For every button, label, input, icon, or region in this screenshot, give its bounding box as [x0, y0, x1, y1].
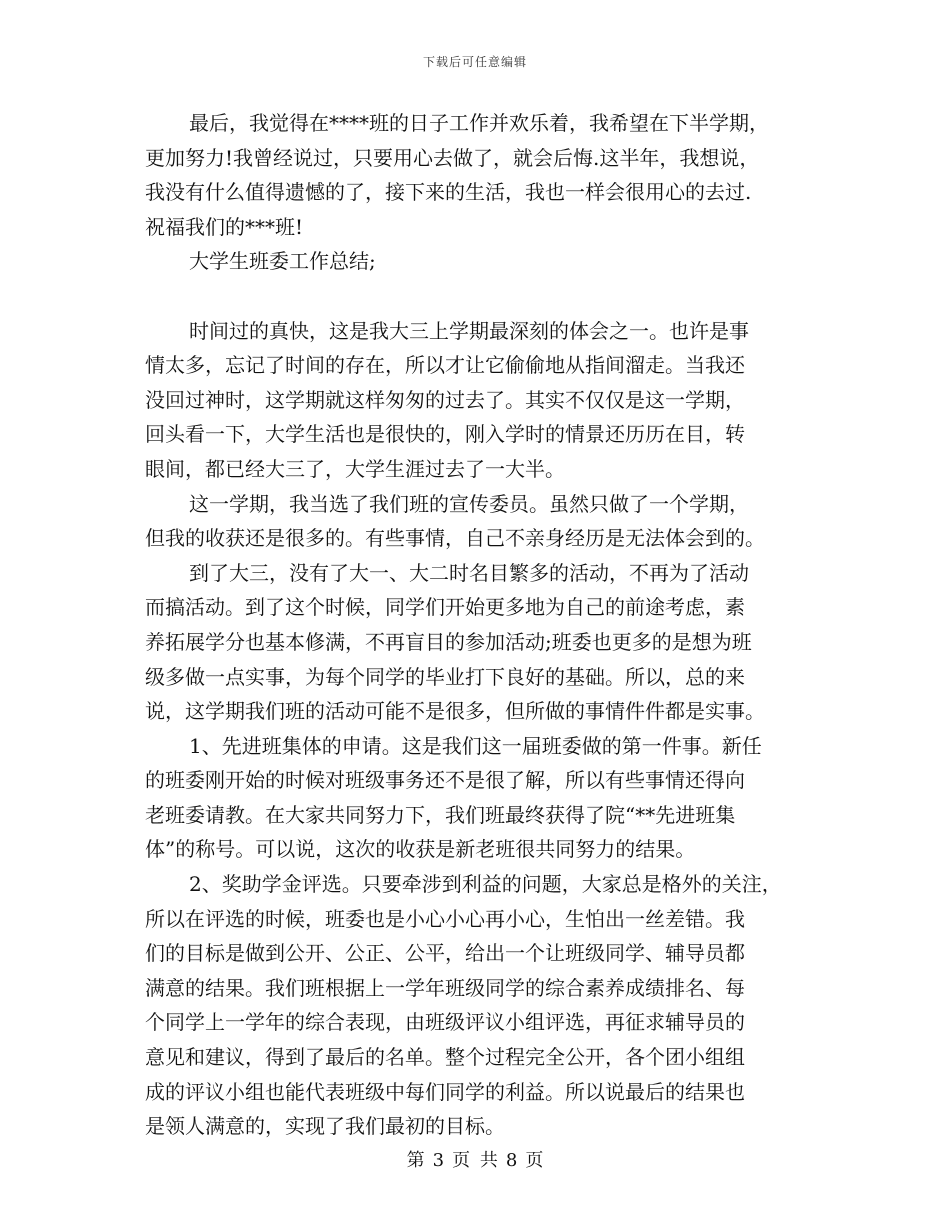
text-line: 没回过神时，这学期就这样匆匆的过去了。其实不仅仅是这一学期， — [145, 387, 745, 412]
text-line: 们的目标是做到公开、公正、公平，给出一个让班级同学、辅导员都 — [145, 941, 745, 966]
text-line: 情太多，忘记了时间的存在，所以才让它偷偷地从指间溜走。当我还 — [145, 353, 745, 378]
text-line: 个同学上一学年的综合表现，由班级评议小组评选，再征求辅导员的 — [145, 1010, 745, 1035]
text-line: 的班委刚开始的时候对班级事务还不是很了解，所以有些事情还得向 — [145, 768, 745, 793]
text-line: 成的评议小组也能代表班级中每们同学的利益。所以说最后的结果也 — [145, 1079, 745, 1104]
text-line: 级多做一点实事，为每个同学的毕业打下良好的基础。所以，总的来 — [145, 664, 745, 689]
text-line: 我没有什么值得遗憾的了，接下来的生活，我也一样会很用心的去过. — [145, 180, 752, 205]
text-line: 意见和建议，得到了最后的名单。整个过程完全公开，各个团小组组 — [145, 1045, 745, 1070]
text-line: 2、奖助学金评选。只要牵涉到利益的问题，大家总是格外的关注， — [189, 872, 782, 897]
text-line: 满意的结果。我们班根据上一学年班级同学的综合素养成绩排名、每 — [145, 975, 745, 1000]
text-line: 时间过的真快，这是我大三上学期最深刻的体会之一。也许是事 — [189, 318, 749, 343]
footer-suffix: 页 — [525, 1150, 544, 1171]
page-footer — [0, 1146, 950, 1172]
text-line: 但我的收获还是很多的。有些事情，自己不亲身经历是无法体会到的。 — [145, 526, 765, 551]
page-total: 8 — [505, 1150, 518, 1171]
page-header: 下载后可任意编辑 — [422, 55, 527, 69]
text-line: 是领人满意的，实现了我们最初的目标。 — [145, 1114, 505, 1139]
text-line: 最后，我觉得在****班的日子工作并欢乐着，我希望在下半学期， — [189, 111, 769, 135]
text-line: 眼间，都已经大三了，大学生涯过去了一大半。 — [145, 456, 565, 481]
text-line: 更加努力!我曾经说过，只要用心去做了，就会后悔.这半年，我想说， — [145, 145, 760, 170]
text-line: 大学生班委工作总结; — [189, 249, 376, 274]
blank-line — [145, 279, 810, 314]
text-line: 1、先进班集体的申请。这是我们这一届班委做的第一件事。新任 — [189, 733, 762, 758]
text-line: 到了大三，没有了大一、大二时名目繁多的活动，不再为了活动 — [189, 560, 749, 585]
text-line: 祝福我们的***班! — [145, 214, 304, 239]
text-line: 回头看一下，大学生活也是很快的，刚入学时的情景还历历在目，转 — [145, 422, 745, 447]
text-line: 而搞活动。到了这个时候，同学们开始更多地为自己的前途考虑，素 — [145, 595, 745, 620]
text-line: 养拓展学分也基本修满，不再盲目的参加活动;班委也更多的是想为班 — [145, 629, 752, 654]
page-number: 3 — [432, 1150, 445, 1171]
document-body — [145, 106, 810, 1144]
text-line: 老班委请教。在大家共同努力下，我们班最终获得了院“**先进班集 — [145, 802, 736, 827]
text-line: 说，这学期我们班的活动可能不是很多，但所做的事情件件都是实事。 — [145, 699, 765, 724]
text-line: 体”的称号。可以说，这次的收获是新老班很共同努力的结果。 — [145, 837, 696, 862]
footer-prefix: 第 — [406, 1150, 425, 1171]
footer-middle: 页 共 — [452, 1150, 498, 1171]
text-line: 所以在评选的时候，班委也是小心小心再小心，生怕出一丝差错。我 — [145, 906, 745, 931]
text-line: 这一学期，我当选了我们班的宣传委员。虽然只做了一个学期， — [189, 491, 749, 516]
